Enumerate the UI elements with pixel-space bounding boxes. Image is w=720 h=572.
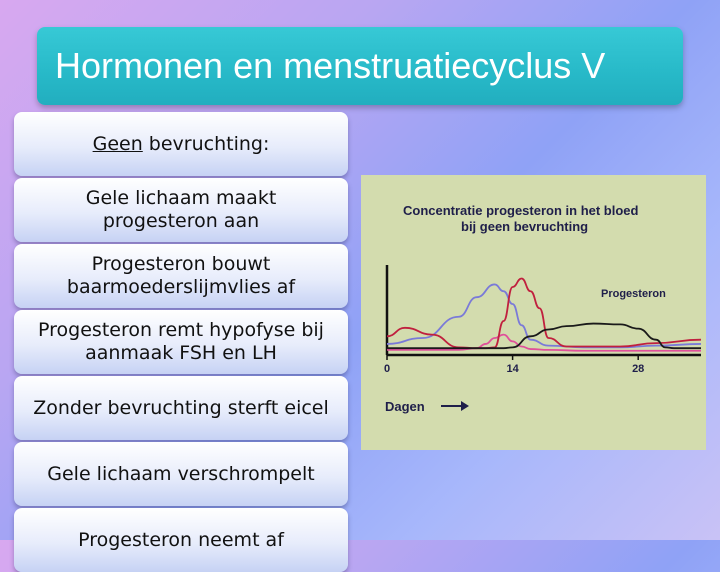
step-text-6: Gele lichaam verschrompelt <box>47 462 315 485</box>
x-tick-label-1: 14 <box>506 363 519 375</box>
step-text-3 <box>55 253 307 299</box>
step-text-3-line1: Progesteron bouwt <box>91 253 271 275</box>
step-box-7 <box>14 508 348 572</box>
step-box-2 <box>14 178 348 242</box>
step-text-2-line1: Gele lichaam maakt <box>85 187 277 209</box>
x-ticks-group <box>384 355 644 375</box>
title-bar <box>37 27 683 105</box>
step-text-3-line2: baarmoederslijmvlies af <box>66 276 296 298</box>
step-text-1-underlined: Geen <box>92 132 143 155</box>
step-text-4-line2: aanmaak FSH en LH <box>85 342 277 364</box>
step-text-5: Zonder bevruchting sterft eicel <box>33 396 329 419</box>
step-text-2 <box>74 187 289 233</box>
slide-title: Hormonen en menstruatiecyclus V <box>55 45 606 86</box>
chart-svg <box>361 175 706 450</box>
arrow-icon <box>441 401 469 411</box>
step-box-1 <box>14 112 348 176</box>
step-box-5 <box>14 376 348 440</box>
step-text-2-line2: progesteron aan <box>102 210 260 232</box>
chart-title-line1: Concentratie progesteron in het bloed <box>403 203 639 218</box>
x-tick-label-2: 28 <box>632 363 645 375</box>
step-text-1-rest: bevruchting: <box>142 132 270 155</box>
progesterone-chart <box>361 175 706 450</box>
step-text-4-line1: Progesteron remt hypofyse bij <box>38 319 324 341</box>
step-text-7: Progesteron neemt af <box>78 529 284 551</box>
step-box-6 <box>14 442 348 506</box>
series-label-progesteron: Progesteron <box>601 288 666 300</box>
x-tick-label-0: 0 <box>383 363 391 375</box>
step-text-1 <box>87 133 276 156</box>
step-text-4 <box>26 319 336 365</box>
step-box-4 <box>14 310 348 374</box>
x-axis-label: Dagen <box>385 399 425 414</box>
chart-title-line2: bij geen bevruchting <box>461 219 589 234</box>
step-box-3 <box>14 244 348 308</box>
